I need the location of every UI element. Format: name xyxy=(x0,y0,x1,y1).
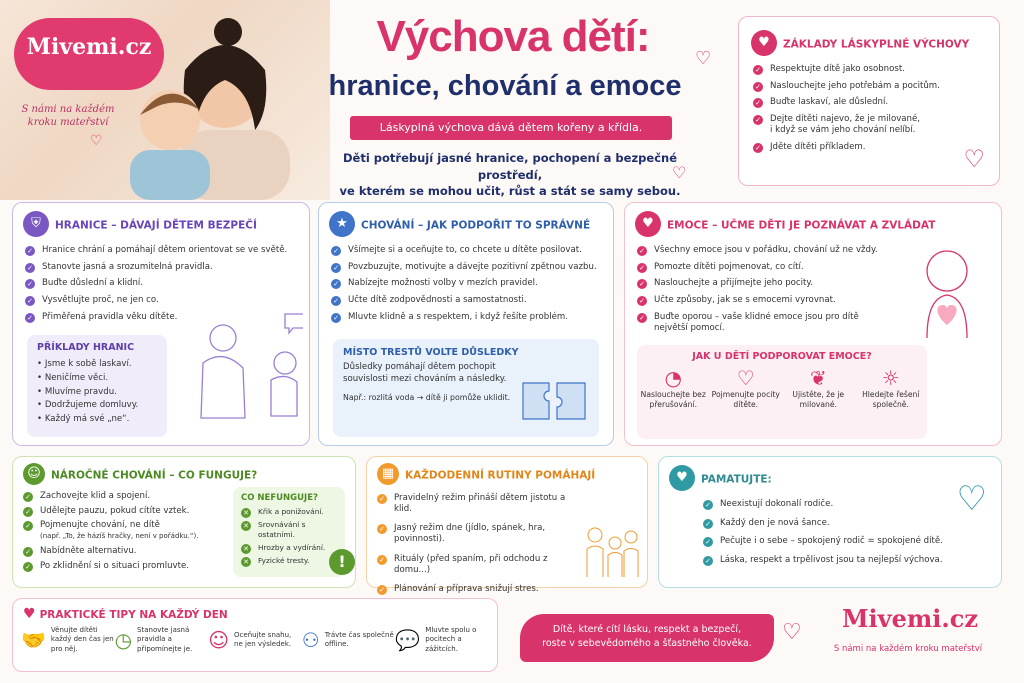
card-hranice xyxy=(12,202,310,446)
card-zaklady xyxy=(738,16,1000,186)
support-item: ❦ Ujistěte, že je milované. xyxy=(783,366,853,411)
motto-ribbon: Láskyplná výchova dává dětem kořeny a křídla. xyxy=(350,116,672,140)
heart-icon: ♥ xyxy=(635,211,661,237)
card-title: KAŽDODENNÍ RUTINY POMÁHAJÍ xyxy=(405,469,596,482)
list-item: ✓ Stanovte jasná a srozumitelná pravidla. xyxy=(25,262,297,273)
list-item: ✓ Rituály (před spaním, při odchodu z domu...) xyxy=(377,554,577,575)
calendar-icon: ▦ xyxy=(377,463,399,485)
narocne-list xyxy=(13,491,228,571)
star-icon: ★ xyxy=(329,211,355,237)
list-item: ✓ Všechny emoce jsou v pořádku, chování už ne vždy. xyxy=(637,245,883,256)
list-item: • Mluvíme pravdu. xyxy=(37,386,117,397)
card-tipy xyxy=(12,598,498,672)
speech-bubble-icon: 💬 xyxy=(395,628,421,653)
support-item: ♡ Pojmenujte pocity dítěte. xyxy=(711,366,780,410)
tip-item: 🤝 Věnujte dítěti každý den čas jen pro něj. xyxy=(21,626,114,653)
shield-icon: ⛨ xyxy=(23,211,49,237)
list-item: • Dodržujeme domluvy. xyxy=(37,400,139,411)
support-box xyxy=(637,345,927,439)
heart-outline-icon: ♡ xyxy=(956,479,987,519)
list-item: ✓ Buďte oporou – vaše klidné emoce jsou pro dítě největší pomocí. xyxy=(637,312,867,333)
list-item: ✓ Dejte dítěti najevo, že je milované, i když se vám jeho chování nelíbí. xyxy=(753,114,923,135)
list-item: ✓ Učte způsoby, jak se s emocemi vyrovnat. xyxy=(637,295,883,306)
chovani-list xyxy=(319,245,613,323)
list-item: ✕ Hrozby a vydírání. xyxy=(241,543,337,552)
list-item: ✓ Všímejte si a oceňujte to, co chcete u dítěte posilovat. xyxy=(331,245,601,256)
list-item: ✓ Mluvte klidně a s respektem, i když řešíte problém. xyxy=(331,312,601,323)
intro-text xyxy=(320,150,700,200)
box-title: MÍSTO TRESTŮ VOLTE DŮSLEDKY xyxy=(343,347,519,358)
support-item: ◔ Naslouchejte bez přerušování. xyxy=(638,366,708,411)
box-example: Např.: rozlitá voda → dítě ji pomůže uklidit. xyxy=(343,393,511,403)
card-title: HRANICE – DÁVAJÍ DĚTEM BEZPEČÍ xyxy=(55,219,257,232)
lightbulb-icon: ☼ xyxy=(881,366,900,390)
list-item: ✕ Křik a ponižování. xyxy=(241,507,337,516)
footer-logo[interactable]: Mivemi.cz xyxy=(841,604,978,633)
box-title: JAK U DĚTÍ PODPOROVAT EMOCE? xyxy=(692,351,872,362)
puzzle-icon xyxy=(519,375,591,423)
heart-icon: ♥ xyxy=(23,606,36,622)
card-title: NÁROČNÉ CHOVÁNÍ – CO FUNGUJE? xyxy=(51,469,258,482)
list-item: ✓ Buďte laskaví, ale důslední. xyxy=(753,97,985,108)
card-title: CHOVÁNÍ – JAK PODPOŘIT TO SPRÁVNÉ xyxy=(361,219,591,232)
list-item: ✓ Plánování a příprava snižují stres. xyxy=(377,584,577,595)
heart-icon: ♡ xyxy=(963,145,985,173)
child-heart-illustration xyxy=(907,243,987,343)
quote-line: roste v sebevědomého a šťastného člověka. xyxy=(542,638,752,650)
footer-slogan: S námi na každém kroku mateřství xyxy=(833,644,983,654)
ear-icon: ◔ xyxy=(664,366,682,390)
list-item: ✓ Pečujte i o sebe – spokojený rodič = spokojené dítě. xyxy=(703,536,957,547)
pamatujte-list xyxy=(659,499,1001,566)
support-items xyxy=(637,366,927,411)
heart-icon: ♡ xyxy=(695,48,712,69)
warning-icon: ! xyxy=(329,549,355,575)
logo-text: Mivemi.cz xyxy=(26,34,152,60)
box-text: Důsledky pomáhají dětem pochopit souvislosti mezi chováním a následky. xyxy=(343,362,507,384)
list-item: ✓ Naslouchejte a přijímejte jeho pocity. xyxy=(637,278,883,289)
heart-icon: ♡ xyxy=(90,133,103,149)
list-item: ✓ Udělejte pauzu, pokud cítíte vztek. xyxy=(23,506,218,517)
child-walking-icon: ☺ xyxy=(23,463,45,485)
card-title: ZÁKLADY LÁSKYPLNÉ VÝCHOVY xyxy=(783,38,970,51)
heart-icon: ♡ xyxy=(672,163,687,182)
family-illustration xyxy=(581,515,641,585)
support-item: ☼ Hledejte řešení společně. xyxy=(856,366,926,411)
heart-icon: ♡ xyxy=(736,366,755,390)
logo-slogan: S námi na každém kroku mateřství xyxy=(21,104,115,128)
page-title: Výchova dětí: xyxy=(376,12,650,61)
tip-item: 💬 Mluvte spolu o pocitech a zážitcích. xyxy=(395,626,477,653)
priklady-box xyxy=(27,335,167,437)
parent-child-illustration xyxy=(173,308,303,438)
clock-icon: ◷ xyxy=(114,628,133,653)
card-title: PAMATUJTE: xyxy=(701,473,772,486)
list-item: ✓ Naslouchejte jeho potřebám a pocitům. xyxy=(753,81,985,92)
list-item: • Jsme k sobě laskaví. xyxy=(37,359,132,369)
list-item: ✓ Pravidelný režim přináší dětem jistotu a klid. xyxy=(377,493,577,514)
card-emoce xyxy=(624,202,1002,446)
list-item: ✓ Přiměřená pravidla věku dítěte. xyxy=(25,312,297,323)
list-item: ✓ Pomozte dítěti pojmenovat, co cítí. xyxy=(637,262,883,273)
emoce-list xyxy=(625,245,895,333)
box-title: PŘÍKLADY HRANIC xyxy=(37,342,135,353)
footer-quote xyxy=(520,614,774,662)
list-item: ✓ Jděte dítěti příkladem. xyxy=(753,142,985,153)
heart-icon: ♡ xyxy=(782,620,802,645)
tip-item: ◷ Stanovte jasná pravidla a připomínejte je. xyxy=(114,626,193,653)
hands-heart-icon: ♥ xyxy=(669,465,695,491)
nefunguje-list xyxy=(241,507,337,565)
list-item: ✓ Zachovejte klid a spojení. xyxy=(23,491,218,502)
brand-logo[interactable] xyxy=(14,18,164,90)
list-item: ✓ Povzbuzujte, motivujte a dávejte pozitivní zpětnou vazbu. xyxy=(331,262,601,273)
tip-item: ⚇ Trávte čas společně offline. xyxy=(301,628,394,653)
list-item: ✓ Vysvětlujte proč, ne jen co. xyxy=(25,295,297,306)
list-item: ✓ Láska, respekt a trpělivost jsou ta nejlepší výchova. xyxy=(703,555,957,566)
card-title: PRAKTICKÉ TIPY NA KAŽDÝ DEN xyxy=(39,609,228,621)
rutiny-list xyxy=(367,491,587,606)
heart-icon: ♥ xyxy=(751,30,777,56)
card-narocne xyxy=(12,456,356,588)
tip-item: ☺ Oceňujte snahu, ne jen výsledek. xyxy=(208,628,292,653)
list-item: ✓ Po zklidnění si o situaci promluvte. xyxy=(23,561,218,572)
card-title: EMOCE – UČME DĚTI JE POZNÁVAT A ZVLÁDAT xyxy=(667,219,936,232)
list-item: ✓ Učte dítě zodpovědnosti a samostatnosti. xyxy=(331,295,601,306)
dusledky-box xyxy=(333,339,599,437)
card-pamatujte xyxy=(658,456,1002,588)
hands-heart-icon: ❦ xyxy=(809,366,827,390)
box-title: CO NEFUNGUJE? xyxy=(241,493,318,503)
tipy-list xyxy=(13,626,497,654)
list-item: ✕ Fyzické tresty. xyxy=(241,556,337,565)
list-item: ✓ Neexistují dokonalí rodiče. xyxy=(703,499,957,510)
list-item: ✓ Jasný režim dne (jídlo, spánek, hra, povinnosti). xyxy=(377,523,577,544)
zaklady-list xyxy=(739,62,999,160)
handshake-icon: 🤝 xyxy=(21,628,46,653)
list-item: ✕ Srovnávání s ostatními. xyxy=(241,520,337,539)
smile-icon: ☺ xyxy=(208,628,230,653)
list-item: ✓ Nabízejte možnosti volby v mezích pravidel. xyxy=(331,278,601,289)
list-item: ✓ Každý den je nová šance. xyxy=(703,518,957,529)
list-item: ✓ Buďte důslední a klidní. xyxy=(25,278,297,289)
list-item: ✓ Nabídněte alternativu. xyxy=(23,546,218,557)
page-subtitle: hranice, chování a emoce xyxy=(328,70,682,102)
list-item: • Každý má své „ne“. xyxy=(37,414,130,424)
card-rutiny xyxy=(366,456,648,595)
priklady-list xyxy=(37,358,157,427)
list-item: ✓ Hranice chrání a pomáhají dětem orientovat se ve světě. xyxy=(25,245,297,256)
card-chovani xyxy=(318,202,614,446)
list-item: ✓ Pojmenujte chování, ne dítě (např. „To, že házíš hračky, není v pořádku.“). xyxy=(23,520,218,541)
quote-line: Dítě, které cítí lásku, respekt a bezpečí, xyxy=(552,624,742,635)
intro-line: ve kterém se mohou učit, růst a stát se samy sebou. xyxy=(339,184,681,199)
family-icon: ⚇ xyxy=(301,628,320,653)
intro-line: Děti potřebují jasné hranice, pochopení a bezpečné prostředí, xyxy=(343,151,677,182)
list-item: • Neničíme věci. xyxy=(37,372,109,383)
list-item: ✓ Respektujte dítě jako osobnost. xyxy=(753,64,985,75)
